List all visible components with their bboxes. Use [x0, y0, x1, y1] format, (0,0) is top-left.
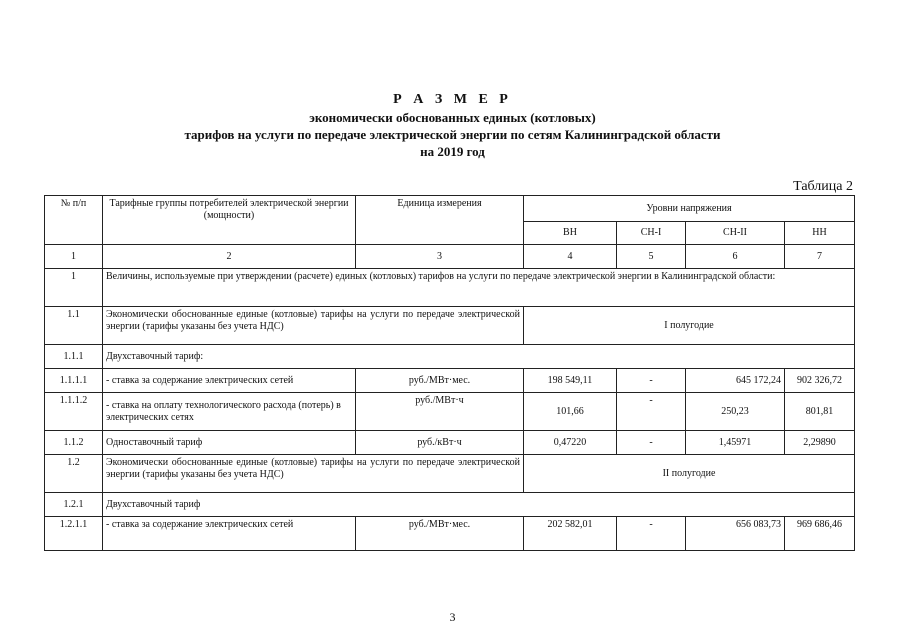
- value-sn1: -: [617, 393, 686, 431]
- colnum-5: 5: [617, 245, 686, 269]
- header-voltage-levels: Уровни напряжения: [524, 196, 855, 222]
- row-text: - ставка на оплату технологического расхода (потерь) в электрических сетях: [103, 393, 356, 431]
- page-number: 3: [449, 610, 456, 624]
- value-vn: 101,66: [524, 393, 617, 431]
- header-group: Тарифные группы потребителей электрической энергии (мощности): [103, 196, 356, 245]
- value-sn1: -: [617, 517, 686, 551]
- colnum-6: 6: [686, 245, 785, 269]
- document-subtitle-1: экономически обоснованных единых (котловых): [309, 110, 596, 125]
- colnum-1: 1: [45, 245, 103, 269]
- document-subtitle-2: тарифов на услуги по передаче электрической энергии по сетям Калининградской области: [184, 127, 721, 142]
- row-num: 1.1.2: [45, 431, 103, 455]
- column-number-row: [45, 245, 855, 269]
- row-unit: руб./МВт·ч: [356, 393, 524, 431]
- row-num: 1.1.1.1: [45, 369, 103, 393]
- row-num: 1.2.1.1: [45, 517, 103, 551]
- document-subtitle-year: на 2019 год: [420, 144, 485, 159]
- row-num: 1: [45, 269, 103, 307]
- header-vn: ВН: [524, 222, 617, 245]
- value-sn1: -: [617, 431, 686, 455]
- header-nn: НН: [785, 222, 855, 245]
- header-sn2: СН-II: [686, 222, 785, 245]
- value-sn2: 1,45971: [686, 431, 785, 455]
- value-sn1: -: [617, 369, 686, 393]
- row-unit: руб./МВт·мес.: [356, 517, 524, 551]
- row-text: - ставка за содержание электрических сетей: [103, 369, 356, 393]
- table-row: [45, 369, 855, 393]
- colnum-4: 4: [524, 245, 617, 269]
- table-row: [45, 431, 855, 455]
- row-text: Экономически обоснованные единые (котловые) тарифы на услуги по передаче электрической энергии (тарифы указаны без учета НДС): [103, 455, 524, 493]
- period-label: II полугодие: [524, 455, 855, 493]
- row-num: 1.1.1: [45, 345, 103, 369]
- value-sn2: 656 083,73: [686, 517, 785, 551]
- table-label: Таблица 2: [793, 179, 853, 194]
- row-text: Одноставочный тариф: [103, 431, 356, 455]
- value-sn2: 250,23: [686, 393, 785, 431]
- row-text: - ставка за содержание электрических сетей: [103, 517, 356, 551]
- header-row-1: [45, 196, 855, 222]
- document-title: Р А З М Е Р: [393, 92, 512, 107]
- table-row: [45, 393, 855, 431]
- header-sn1: СН-I: [617, 222, 686, 245]
- colnum-3: 3: [356, 245, 524, 269]
- tariff-table: [44, 195, 855, 551]
- period-label: I полугодие: [524, 307, 855, 345]
- row-unit: руб./МВт·мес.: [356, 369, 524, 393]
- value-vn: 0,47220: [524, 431, 617, 455]
- value-nn: 969 686,46: [785, 517, 855, 551]
- row-text: Двухставочный тариф: [103, 493, 855, 517]
- value-vn: 198 549,11: [524, 369, 617, 393]
- value-vn: 202 582,01: [524, 517, 617, 551]
- table-row: [45, 307, 855, 345]
- table-row: [45, 455, 855, 493]
- value-nn: 902 326,72: [785, 369, 855, 393]
- row-unit: руб./кВт·ч: [356, 431, 524, 455]
- row-num: 1.1.1.2: [45, 393, 103, 431]
- value-nn: 2,29890: [785, 431, 855, 455]
- table-row: [45, 517, 855, 551]
- row-text: Величины, используемые при утверждении (расчете) единых (котловых) тарифов на услуги по передаче электрической энергии в Калининградской области:: [103, 269, 855, 307]
- row-num: 1.2.1: [45, 493, 103, 517]
- table-row: [45, 345, 855, 369]
- colnum-7: 7: [785, 245, 855, 269]
- table-row: [45, 493, 855, 517]
- row-num: 1.2: [45, 455, 103, 493]
- header-num: № п/п: [45, 196, 103, 245]
- table-row: [45, 269, 855, 307]
- row-num: 1.1: [45, 307, 103, 345]
- row-text: Двухставочный тариф:: [103, 345, 855, 369]
- header-unit: Единица измерения: [356, 196, 524, 245]
- value-nn: 801,81: [785, 393, 855, 431]
- colnum-2: 2: [103, 245, 356, 269]
- row-text: Экономически обоснованные единые (котловые) тарифы на услуги по передаче электрической энергии (тарифы указаны без учета НДС): [103, 307, 524, 345]
- value-sn2: 645 172,24: [686, 369, 785, 393]
